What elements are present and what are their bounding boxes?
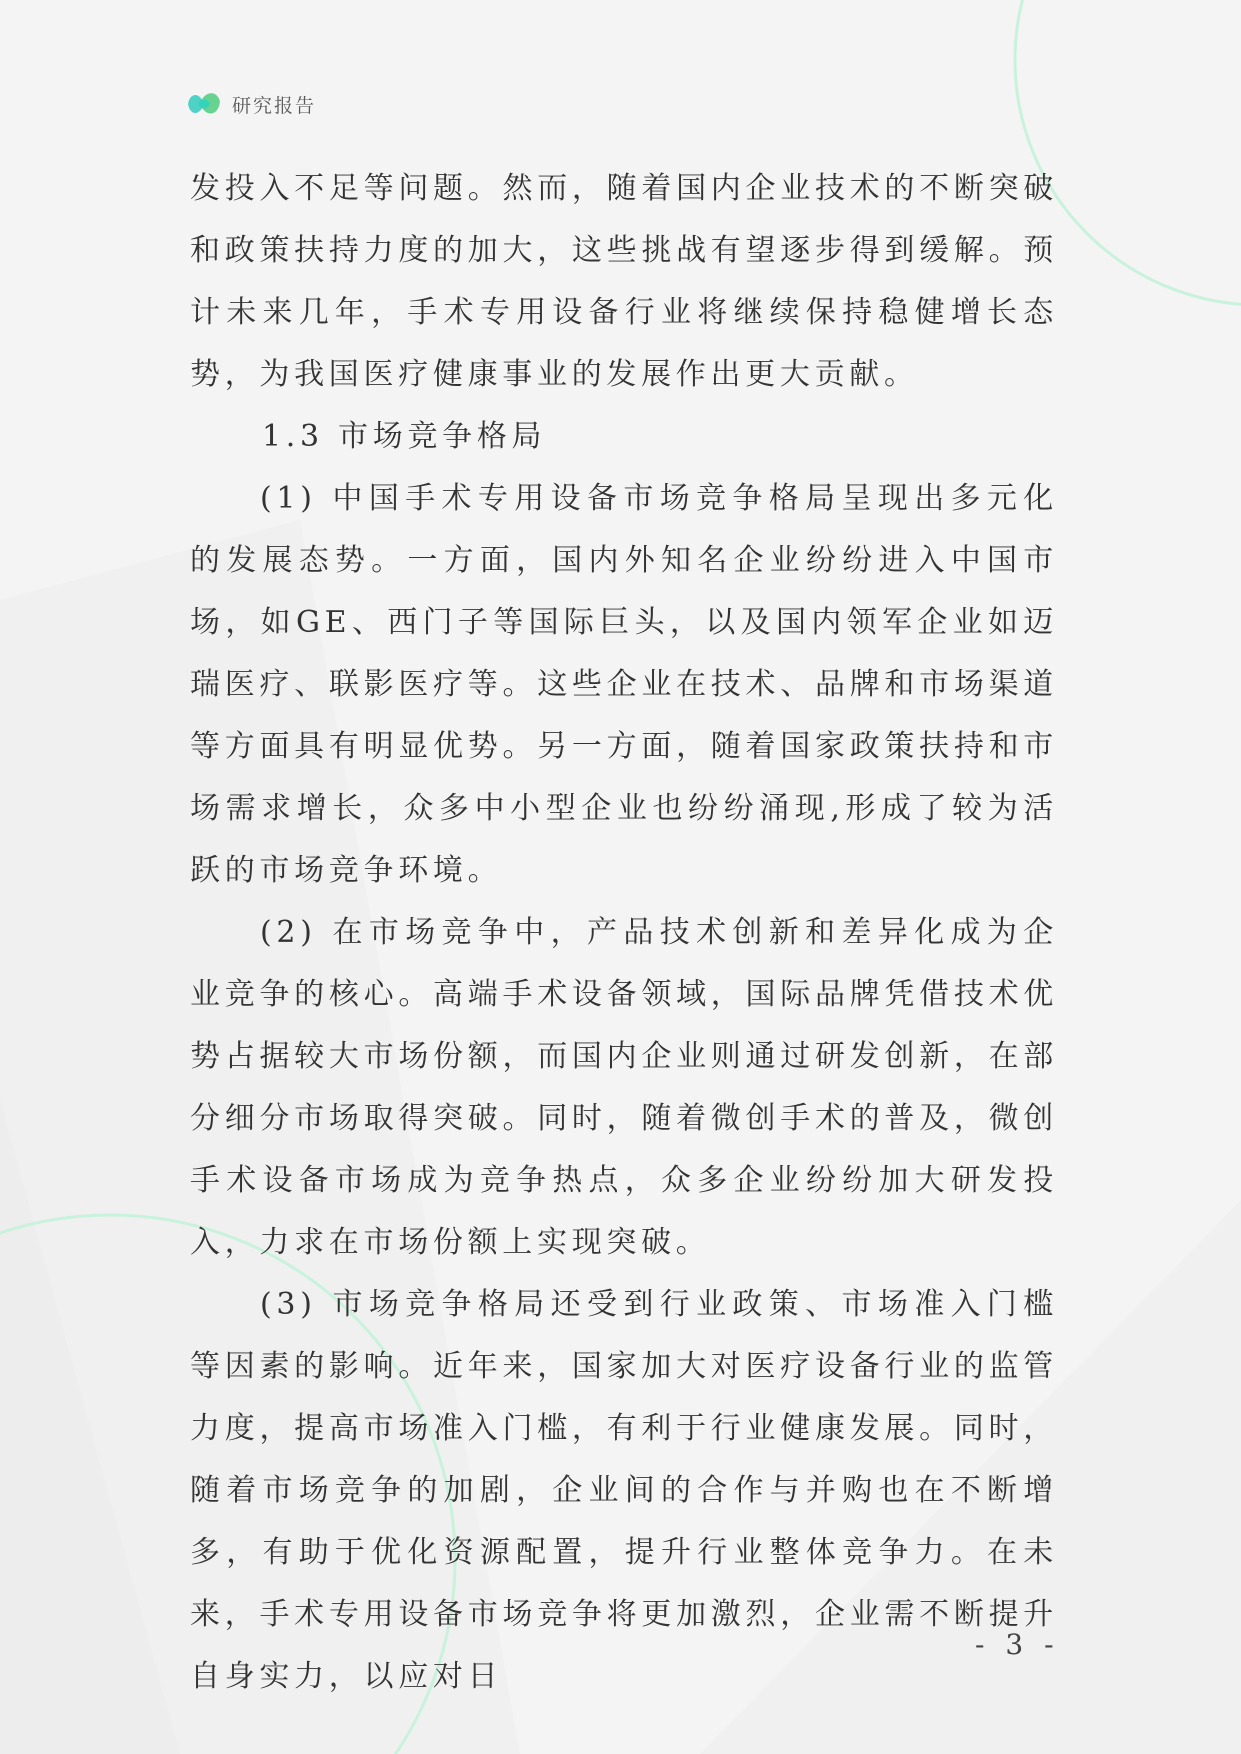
paragraph-continued: 发投入不足等问题。然而，随着国内企业技术的不断突破和政策扶持力度的加大，这些挑战有望逐步得到缓解。预计未来几年，手术专用设备行业将继续保持稳健增长态势，为我国医疗健康事业的发展作出更大贡献。: [190, 171, 1058, 392]
header-label: 研究报告: [232, 94, 317, 117]
paragraph-1: (1) 中国手术专用设备市场竞争格局呈现出多元化的发展态势。一方面，国内外知名企业纷纷进入中国市场，如GE、西门子等国际巨头，以及国内领军企业如迈瑞医疗、联影医疗等。这些企业在技术、品牌和市场渠道等方面具有明显优势。另一方面，随着国家政策扶持和市场需求增长，众多中小型企业也纷纷涌现,形成了较为活跃的市场竞争环境。: [190, 481, 1058, 888]
document-body: [190, 158, 1058, 1708]
report-header: [186, 88, 316, 120]
paragraph-2: (2) 在市场竞争中，产品技术创新和差异化成为企业竞争的核心。高端手术设备领域，国际品牌凭借技术优势占据较大市场份额，而国内企业则通过研发创新，在部分细分市场取得突破。同时，随着微创手术的普及，微创手术设备市场成为竞争热点，众多企业纷纷加大研发投入，力求在市场份额上实现突破。: [190, 915, 1058, 1260]
paragraph-3: (3) 市场竞争格局还受到行业政策、市场准入门槛等因素的影响。近年来，国家加大对医疗设备行业的监管力度，提高市场准入门槛，有利于行业健康发展。同时，随着市场竞争的加剧，企业间的合作与并购也在不断增多，有助于优化资源配置，提升行业整体竞争力。在未来，手术专用设备市场竞争将更加激烈，企业需不断提升自身实力，以应对日: [190, 1287, 1058, 1694]
page-number: - 3 -: [975, 1628, 1060, 1661]
brand-logo-icon: [186, 88, 222, 120]
section-heading: 1.3 市场竞争格局: [262, 419, 547, 454]
